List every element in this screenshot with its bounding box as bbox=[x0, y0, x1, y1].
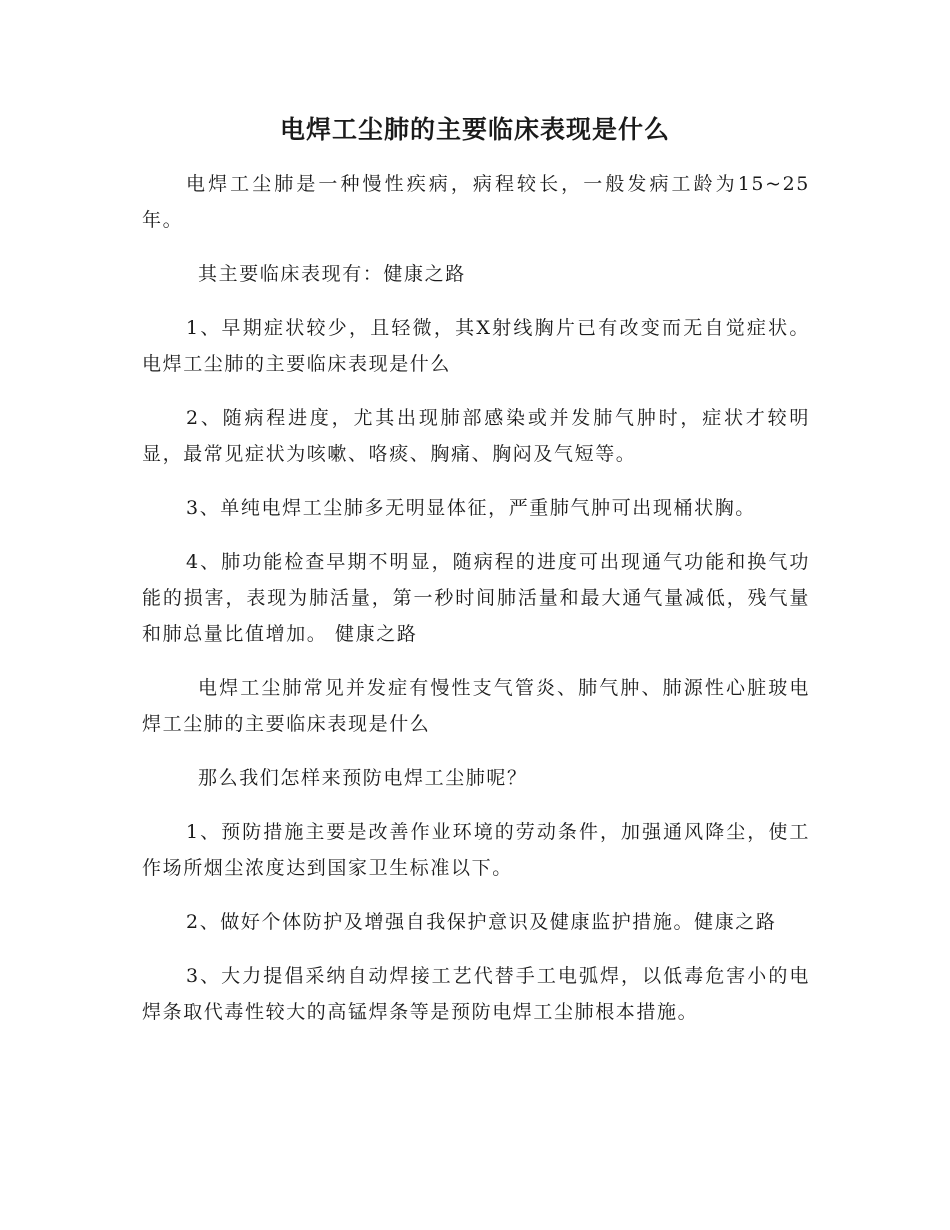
paragraph-symptom-1: 1、早期症状较少，且轻微，其X射线胸片已有改变而无自觉症状。电焊工尘肺的主要临床表现是什么 bbox=[142, 317, 810, 375]
paragraph-intro: 电焊工尘肺是一种慢性疾病，病程较长，一般发病工龄为15~25年。 bbox=[142, 173, 810, 231]
document-title: 电焊工尘肺的主要临床表现是什么 bbox=[279, 115, 670, 144]
paragraph-symptom-4: 4、肺功能检查早期不明显，随病程的进度可出现通气功能和换气功能的损害，表现为肺活量，第一秒时间肺活量和最大通气量减低，残气量和肺总量比值增加。 健康之路 bbox=[142, 551, 810, 645]
paragraph-symptom-3: 3、单纯电焊工尘肺多无明显体征，严重肺气肿可出现桶状胸。 bbox=[186, 497, 756, 519]
paragraph-symptoms-heading: 其主要临床表现有：健康之路 bbox=[198, 263, 466, 285]
paragraph-prevention-heading: 那么我们怎样来预防电焊工尘肺呢？ bbox=[198, 767, 528, 789]
paragraph-prevention-3: 3、大力提倡采纳自动焊接工艺代替手工电弧焊，以低毒危害小的电焊条取代毒性较大的高锰焊条等是预防电焊工尘肺根本措施。 bbox=[142, 965, 810, 1023]
paragraph-prevention-2: 2、做好个体防护及增强自我保护意识及健康监护措施。健康之路 bbox=[186, 911, 777, 933]
paragraph-symptom-2: 2、随病程进度，尤其出现肺部感染或并发肺气肿时，症状才较明显，最常见症状为咳嗽、咯痰、胸痛、胸闷及气短等。 bbox=[142, 407, 810, 465]
paragraph-prevention-1: 1、预防措施主要是改善作业环境的劳动条件，加强通风降尘，使工作场所烟尘浓度达到国家卫生标准以下。 bbox=[142, 821, 810, 879]
paragraph-complications: 电焊工尘肺常见并发症有慢性支气管炎、肺气肿、肺源性心脏玻电焊工尘肺的主要临床表现是什么 bbox=[142, 677, 810, 735]
